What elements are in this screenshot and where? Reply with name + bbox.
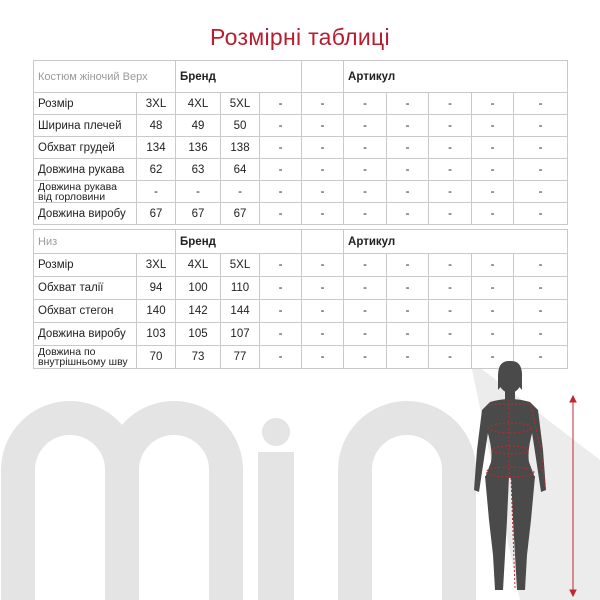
table-cell: - (344, 323, 387, 346)
table-cell: - (472, 277, 514, 300)
table-cell: - (221, 181, 260, 203)
table-cell: - (514, 159, 568, 181)
table-cell: - (344, 115, 387, 137)
table-cell: 64 (221, 159, 260, 181)
table-cell: - (514, 254, 568, 277)
table-cell: - (514, 300, 568, 323)
row-label: Обхват талії (34, 277, 137, 300)
table-cell: - (344, 254, 387, 277)
article-header: Артикул (344, 230, 568, 254)
table-cell: - (302, 254, 344, 277)
table-cell: 3XL (137, 254, 176, 277)
table-cell: 4XL (176, 93, 221, 115)
table-cell: - (472, 203, 514, 225)
table-cell: - (137, 181, 176, 203)
table-cell: 63 (176, 159, 221, 181)
table-cell: - (514, 323, 568, 346)
table-cell: - (514, 277, 568, 300)
row-label: Розмір (34, 254, 137, 277)
table-cell: - (472, 346, 514, 369)
table-cell: - (260, 277, 302, 300)
table-cell: - (429, 159, 472, 181)
table-cell: - (387, 137, 429, 159)
table-cell: - (302, 346, 344, 369)
table-cell: - (387, 346, 429, 369)
table-cell: - (344, 93, 387, 115)
section-label: Костюм жіночий Верх (34, 61, 176, 93)
page-title: Розмірні таблиці (210, 24, 390, 50)
table-cell: 49 (176, 115, 221, 137)
table-cell: - (514, 137, 568, 159)
table-cell: - (302, 181, 344, 203)
table-cell: 77 (221, 346, 260, 369)
bottom-size-table (33, 229, 568, 369)
table-cell: - (429, 277, 472, 300)
table-cell: 138 (221, 137, 260, 159)
table-cell: - (387, 254, 429, 277)
table-cell: 67 (176, 203, 221, 225)
row-label: Обхват стегон (34, 300, 137, 323)
table-cell: - (429, 115, 472, 137)
table-cell: - (387, 323, 429, 346)
table-cell: 4XL (176, 254, 221, 277)
table-cell: 5XL (221, 93, 260, 115)
row-label: Довжина по внутрішньому шву (34, 346, 137, 369)
table-row (34, 203, 568, 225)
table-cell: - (176, 181, 221, 203)
table-cell: - (429, 181, 472, 203)
section-label: Низ (34, 230, 176, 254)
table-cell: 3XL (137, 93, 176, 115)
table-cell: - (429, 346, 472, 369)
table-cell: - (429, 203, 472, 225)
table-row (34, 277, 568, 300)
table-cell: - (302, 159, 344, 181)
row-label: Розмір (34, 93, 137, 115)
article-header: Артикул (344, 61, 568, 93)
table-cell: - (260, 323, 302, 346)
table-cell: - (302, 203, 344, 225)
table-cell: - (472, 300, 514, 323)
table-cell: - (302, 300, 344, 323)
table-cell: - (514, 346, 568, 369)
table-cell: - (514, 93, 568, 115)
table-cell: - (429, 323, 472, 346)
body-measurement-icon (455, 350, 600, 600)
table-cell: 67 (221, 203, 260, 225)
brand-header: Бренд (176, 61, 302, 93)
table-cell: - (260, 159, 302, 181)
table-cell: - (260, 115, 302, 137)
empty-cell (302, 61, 344, 93)
table-row (34, 254, 568, 277)
table-cell: - (429, 300, 472, 323)
table-cell: 110 (221, 277, 260, 300)
table-cell: - (514, 181, 568, 203)
table-cell: - (344, 346, 387, 369)
table-cell: 67 (137, 203, 176, 225)
row-label: Довжина виробу (34, 203, 137, 225)
table-cell: - (344, 159, 387, 181)
table-cell: - (387, 181, 429, 203)
table-cell: 62 (137, 159, 176, 181)
table-row (34, 93, 568, 115)
table-cell: - (387, 93, 429, 115)
table-cell: - (260, 254, 302, 277)
brand-header: Бренд (176, 230, 302, 254)
table-cell: - (387, 159, 429, 181)
table-cell: 70 (137, 346, 176, 369)
table-cell: 94 (137, 277, 176, 300)
table-cell: 134 (137, 137, 176, 159)
table-row (34, 181, 568, 203)
table-cell: - (344, 181, 387, 203)
table-cell: 100 (176, 277, 221, 300)
table-row (34, 137, 568, 159)
table-row (34, 159, 568, 181)
table-cell: - (302, 93, 344, 115)
table-cell: - (260, 137, 302, 159)
table-cell: - (260, 203, 302, 225)
table-cell: 50 (221, 115, 260, 137)
row-label: Довжина рукава (34, 159, 137, 181)
bottom-table-header-row (34, 230, 568, 254)
table-cell: - (429, 137, 472, 159)
table-cell: - (260, 181, 302, 203)
table-cell: - (260, 346, 302, 369)
table-cell: - (387, 277, 429, 300)
table-cell: 73 (176, 346, 221, 369)
table-cell: - (429, 254, 472, 277)
table-cell: - (387, 203, 429, 225)
table-cell: 107 (221, 323, 260, 346)
table-cell: - (260, 300, 302, 323)
row-label: Довжина рукава від горловини (34, 181, 137, 203)
table-cell: 103 (137, 323, 176, 346)
empty-cell (302, 230, 344, 254)
table-cell: - (514, 115, 568, 137)
table-cell: - (260, 93, 302, 115)
table-cell: - (344, 137, 387, 159)
table-cell: - (302, 277, 344, 300)
table-cell: 142 (176, 300, 221, 323)
top-size-table (33, 60, 568, 225)
table-cell: - (472, 137, 514, 159)
table-cell: 5XL (221, 254, 260, 277)
table-cell: 48 (137, 115, 176, 137)
table-cell: 105 (176, 323, 221, 346)
table-cell: 136 (176, 137, 221, 159)
table-cell: - (302, 115, 344, 137)
row-label: Довжина виробу (34, 323, 137, 346)
table-cell: - (344, 203, 387, 225)
table-cell: - (344, 300, 387, 323)
table-cell: - (302, 137, 344, 159)
table-cell: 140 (137, 300, 176, 323)
table-cell: - (344, 277, 387, 300)
table-cell: 144 (221, 300, 260, 323)
table-row (34, 300, 568, 323)
table-cell: - (387, 300, 429, 323)
table-cell: - (472, 159, 514, 181)
table-cell: - (472, 254, 514, 277)
top-table-header-row (34, 61, 568, 93)
table-cell: - (387, 115, 429, 137)
row-label: Ширина плечей (34, 115, 137, 137)
table-row (34, 323, 568, 346)
table-cell: - (472, 115, 514, 137)
table-cell: - (472, 323, 514, 346)
table-cell: - (514, 203, 568, 225)
row-label: Обхват грудей (34, 137, 137, 159)
table-cell: - (429, 93, 472, 115)
table-cell: - (302, 323, 344, 346)
table-cell: - (472, 181, 514, 203)
table-row (34, 115, 568, 137)
table-cell: - (472, 93, 514, 115)
